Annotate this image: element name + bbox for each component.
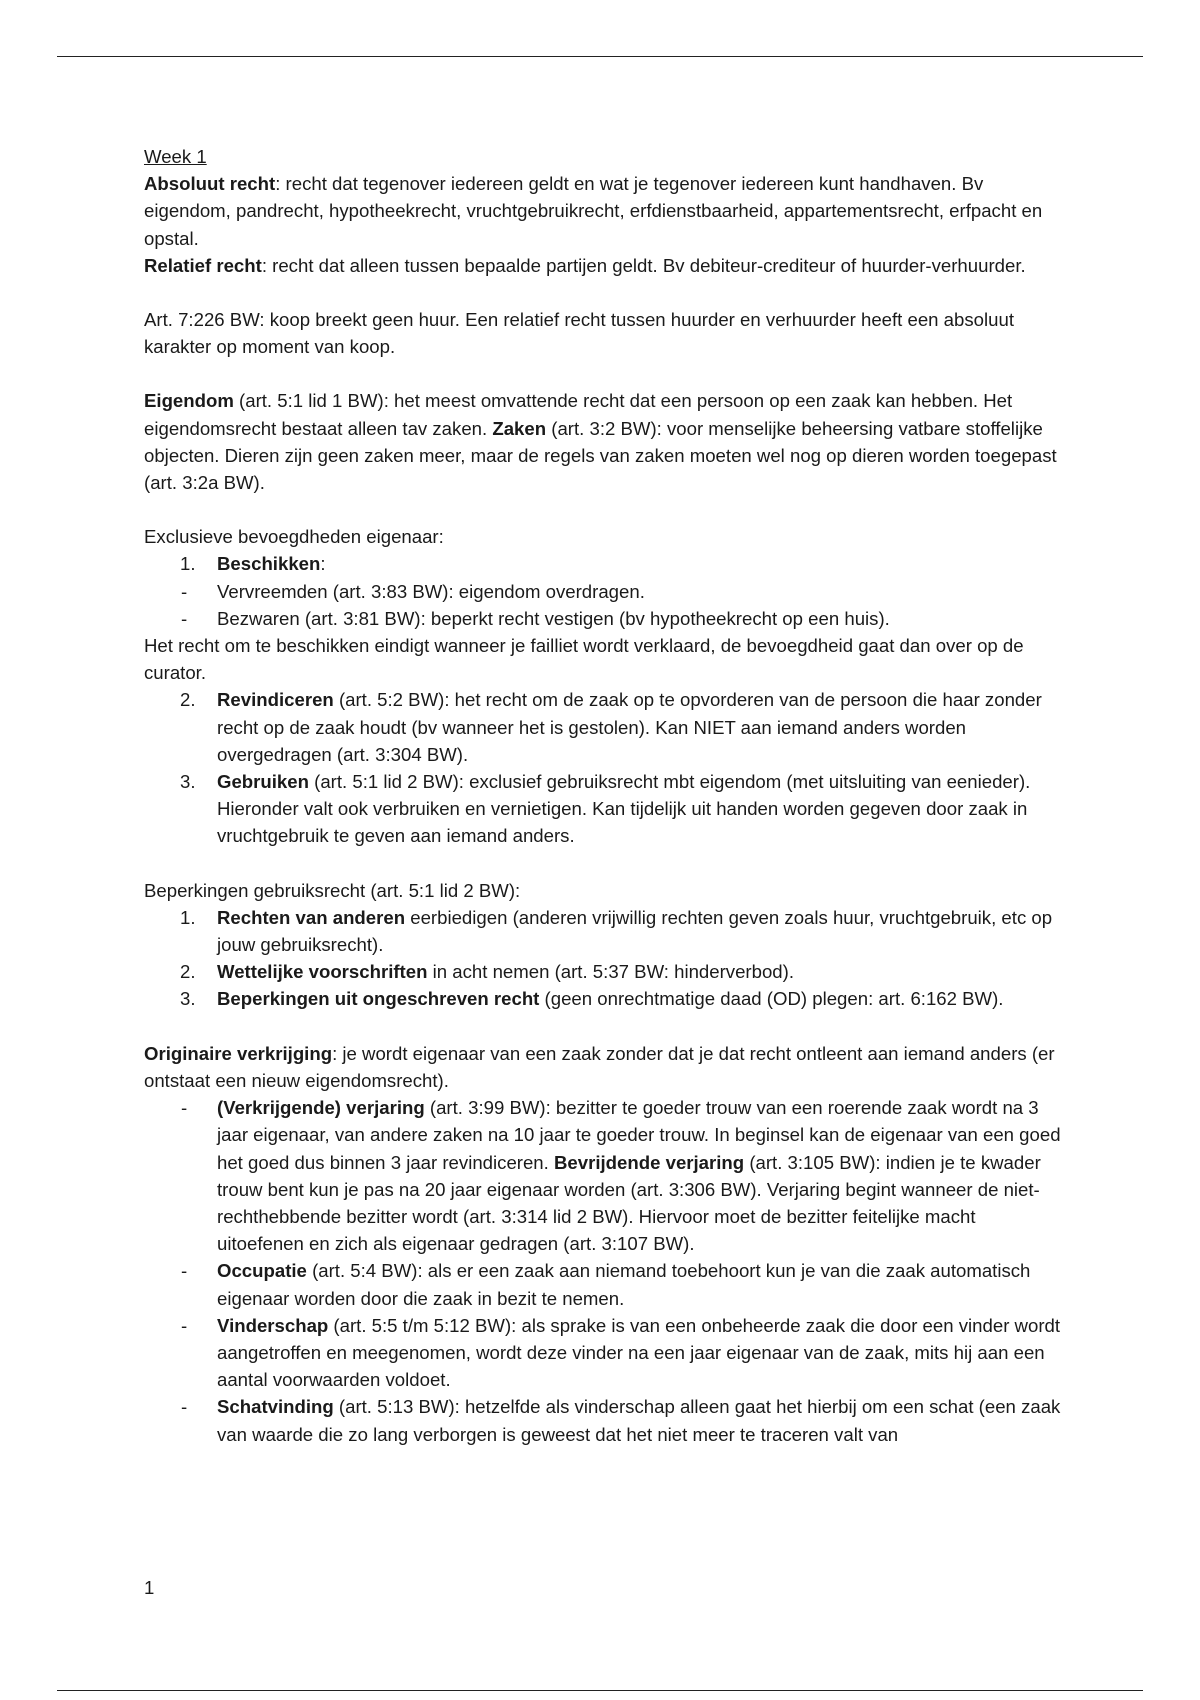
list-verkrijging — [144, 1094, 1064, 1448]
text: eerbiedigen (anderen vrijwillig rechten geven zoals huur, vruchtgebruik, etc op jouw gebruiksrecht). — [217, 906, 1053, 956]
page-number: 1 — [144, 1577, 155, 1598]
footer-rule — [57, 1690, 1143, 1691]
text: (art. 3:105 BW): indien je te kwader trouw bent kun je pas na 20 jaar eigenaar worden (art. 3:306 BW). Verjaring begint wanneer de niet-rechthebbende bezitter wordt (art. 3:314 lid 2 BW). Hiervoor moet de bezitter feitelijke macht uitoefenen en zich als eigenaar gedragen (art. 3:107 BW). — [217, 1151, 1041, 1255]
term: Wettelijke voorschriften — [217, 961, 428, 983]
text: (art. 3:99 BW): bezitter te goeder trouw van een roerende zaak wordt na 3 jaar eigenaar, van andere zaken na 10 jaar te goeder trouw. In beginsel kan de eigenaar van een goed het goed dus binnen 3 jaar revindiceren. — [217, 1097, 1061, 1173]
term: Eigendom — [144, 390, 234, 412]
term: Relatief recht — [144, 254, 262, 276]
spacer — [144, 496, 1064, 523]
spacer — [144, 1013, 1064, 1040]
dash-marker: - — [181, 1314, 188, 1336]
text: : recht dat alleen tussen bepaalde partijen geldt. Bv debiteur-crediteur of huurder-verhuurder. — [261, 254, 1026, 276]
term: Zaken — [492, 417, 547, 439]
list-item — [144, 904, 1064, 958]
text: (art. 5:1 lid 2 BW): exclusief gebruiksrecht mbt eigendom (met uitsluiting van eenieder). Hieronder valt ook verbruiken en vernietigen. Kan tijdelijk uit handen worden gegeven door zaak in vruchtgebruik te geven aan iemand anders. — [217, 771, 1031, 847]
list-number: 2. — [180, 689, 196, 711]
list-item — [144, 550, 1064, 577]
dash-marker: - — [181, 580, 188, 602]
spacer — [144, 360, 1064, 387]
list-item — [144, 686, 1064, 768]
text: : je wordt eigenaar van een zaak zonder dat je dat recht ontleent aan iemand anders (er ontstaat een nieuw eigendomsrecht). — [144, 1042, 1055, 1091]
paragraph-beperkingen: Beperkingen gebruiksrecht (art. 5:1 lid 2 BW): — [144, 879, 521, 901]
paragraph-faillissement: Het recht om te beschikken eindigt wanneer je failliet wordt verklaard, de bevoegdheid gaat dan over op de curator. — [144, 635, 1024, 684]
term: Absoluut recht — [144, 173, 276, 195]
list-item — [144, 958, 1064, 985]
document-body — [144, 143, 1064, 1448]
text: (geen onrechtmatige daad (OD) plegen: art. 6:162 BW). — [539, 988, 1004, 1010]
paragraph-relatief-recht — [144, 252, 1064, 279]
term: Rechten van anderen — [217, 906, 406, 928]
text: (art. 5:4 BW): als er een zaak aan niemand toebehoort kun je van die zaak automatisch eigenaar worden door die zaak in bezit te nemen. — [217, 1260, 1031, 1309]
text: : recht dat tegenover iedereen geldt en wat je tegenover iedereen kunt handhaven. Bv eigendom, pandrecht, hypotheekrecht, vruchtgebruikrecht, erfdienstbaarheid, appartementsrecht, erfpacht en opstal. — [144, 173, 1043, 249]
term: Schatvinding — [217, 1396, 334, 1418]
term: Gebruiken — [217, 771, 309, 793]
text: (art. 5:5 t/m 5:12 BW): als sprake is van een onbeheerde zaak die door een vinder wordt aangetroffen en meegenomen, wordt deze vinder na een jaar eigenaar van de zaak, mits hij aan een aantal voorwaarden voldoet. — [217, 1314, 1061, 1391]
list-number: 3. — [180, 771, 196, 793]
term: (Verkrijgende) verjaring — [217, 1097, 425, 1119]
dash-marker: - — [181, 607, 188, 629]
list-number: 1. — [180, 906, 196, 928]
text: : — [320, 553, 326, 575]
term: Originaire verkrijging — [144, 1042, 333, 1064]
text: (art. 5:1 lid 1 BW): het meest omvattende recht dat een persoon op een zaak kan hebben. Het eigendomsrecht bestaat alleen tav zaken. — [144, 390, 1013, 439]
dash-marker: - — [181, 1260, 188, 1282]
text: in acht nemen (art. 5:37 BW: hinderverbod). — [427, 961, 795, 983]
paragraph-eigendom — [144, 387, 1064, 496]
list-number: 3. — [180, 988, 196, 1010]
dash-marker: - — [181, 1396, 188, 1418]
text: Vervreemden (art. 3:83 BW): eigendom overdragen. — [217, 580, 645, 602]
list-item — [144, 985, 1064, 1012]
list-number: 1. — [180, 553, 196, 575]
header-rule — [57, 56, 1143, 57]
term: Revindiceren — [217, 689, 334, 711]
spacer — [144, 279, 1064, 306]
list-item — [144, 1312, 1064, 1394]
spacer — [144, 850, 1064, 877]
list-number: 2. — [180, 961, 196, 983]
list-beperkingen — [144, 904, 1064, 1013]
text: (art. 3:2 BW): voor menselijke beheersing vatbare stoffelijke objecten. Dieren zijn geen zaken meer, maar de regels van zaken moeten wel nog op dieren worden toegepast (art. 3:2a BW). — [144, 417, 1057, 494]
list-bevoegdheden-b — [144, 686, 1064, 849]
list-item — [144, 1393, 1064, 1447]
text: (art. 5:2 BW): het recht om de zaak op te opvorderen van de persoon die haar zonder recht op de zaak houdt (bv wanneer het is gestolen). Kan NIET aan iemand anders worden overgedragen (art. 3:304 BW). — [217, 689, 1042, 765]
paragraph-koop-breekt-geen-huur: Art. 7:226 BW: koop breekt geen huur. Een relatief recht tussen huurder en verhuurder heeft een absoluut karakter op moment van koop. — [144, 309, 1014, 358]
term: Occupatie — [217, 1260, 307, 1282]
list-item — [144, 578, 1064, 605]
term: Beperkingen uit ongeschreven recht — [217, 988, 540, 1010]
paragraph-absoluut-recht — [144, 170, 1064, 252]
week-heading: Week 1 — [144, 146, 207, 167]
dash-marker: - — [181, 1097, 188, 1119]
paragraph-exclusieve-bevoegdheden: Exclusieve bevoegdheden eigenaar: — [144, 526, 444, 548]
term: Beschikken — [217, 553, 321, 575]
term: Bevrijdende verjaring — [554, 1151, 745, 1173]
list-bevoegdheden-a — [144, 550, 1064, 632]
list-item — [144, 1257, 1064, 1311]
list-item — [144, 768, 1064, 850]
list-item — [144, 605, 1064, 632]
text: Bezwaren (art. 3:81 BW): beperkt recht vestigen (bv hypotheekrecht op een huis). — [217, 607, 890, 629]
term: Vinderschap — [217, 1314, 329, 1336]
list-item — [144, 1094, 1064, 1257]
paragraph-originaire-verkrijging — [144, 1040, 1064, 1094]
text: (art. 5:13 BW): hetzelfde als vinderschap alleen gaat het hierbij om een schat (een zaak van waarde die zo lang verborgen is geweest dat het niet meer te traceren valt van — [217, 1396, 1061, 1445]
